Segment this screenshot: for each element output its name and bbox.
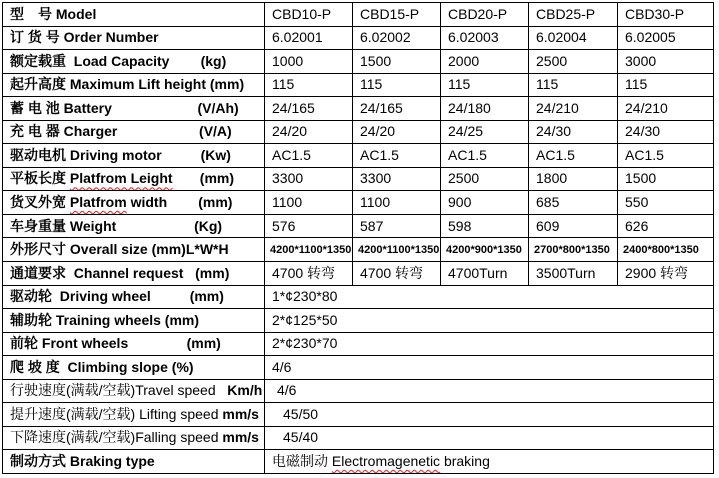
row-braking-type — [3, 450, 714, 474]
row-battery — [3, 97, 714, 121]
value-cell: 2700*800*1350 — [529, 238, 618, 262]
row-channel-request — [3, 262, 714, 286]
misspelled-word: Platfrom — [69, 193, 127, 210]
value-cell: CBD10-P — [265, 3, 353, 27]
value-cell: 4700 转弯 — [353, 262, 441, 286]
value-cell: 115 — [529, 73, 618, 97]
row-label-driving-wheel: 驱动轮 Driving wheel (mm) — [3, 285, 265, 309]
value-cell: 3000 — [618, 50, 714, 74]
value-cell: AC1.5 — [265, 144, 353, 168]
misspelled-word: Electromagenetic — [331, 453, 441, 469]
value-cell: 1*¢230*80 — [265, 285, 714, 309]
value-cell: 6.02001 — [265, 26, 353, 50]
value-cell: 609 — [529, 214, 618, 238]
label-unit: width (mm) — [126, 193, 233, 210]
row-order-number — [3, 26, 714, 50]
value-cell: AC1.5 — [529, 144, 618, 168]
row-label-load-capacity: 额定载重 Load Capacity (kg) — [3, 50, 265, 74]
value-cell: 2000 — [441, 50, 529, 74]
label-unit: mm/s — [222, 405, 259, 422]
row-model — [3, 3, 714, 27]
value-cell: 3300 — [265, 167, 353, 191]
value-cell: 685 — [529, 191, 618, 215]
value-cell: 4200*1100*1350 — [265, 238, 353, 262]
row-travel-speed — [3, 379, 714, 403]
value-cell: 1500 — [353, 50, 441, 74]
label-text: 平板长度 — [10, 170, 70, 187]
row-training-wheels — [3, 309, 714, 333]
row-label-platform-width — [3, 191, 265, 215]
row-label-charger: 充 电 器 Charger (V/A) — [3, 120, 265, 144]
row-platform-width — [3, 191, 714, 215]
value-cell: CBD30-P — [618, 3, 714, 27]
row-label-falling-speed — [3, 426, 265, 450]
value-cell: 1100 — [353, 191, 441, 215]
row-load-capacity — [3, 50, 714, 74]
value-text: 电磁制动 — [272, 453, 332, 469]
value-cell: 24/210 — [618, 97, 714, 121]
value-cell: AC1.5 — [618, 144, 714, 168]
value-cell: 4700 转弯 — [265, 262, 353, 286]
value-cell: 6.02004 — [529, 26, 618, 50]
row-label-climbing-slope: 爬 坡 度 Climbing slope (%) — [3, 356, 265, 380]
value-cell: 598 — [441, 214, 529, 238]
value-cell: 1500 — [618, 167, 714, 191]
value-cell: 6.02005 — [618, 26, 714, 50]
value-cell: 115 — [265, 73, 353, 97]
value-cell: 24/20 — [353, 120, 441, 144]
row-driving-motor — [3, 144, 714, 168]
row-label-max-lift-height: 起升高度 Maximum Lift height (mm) — [3, 73, 265, 97]
value-cell: 2*¢125*50 — [265, 309, 714, 333]
label-unit: Km/h — [215, 382, 263, 399]
row-front-wheels — [3, 332, 714, 356]
value-cell: 1100 — [265, 191, 353, 215]
value-cell: 2500 — [441, 167, 529, 191]
label-text: 行驶速度(满载/空载)Travel speed — [10, 382, 216, 399]
value-cell: 4/6 — [265, 356, 714, 380]
value-cell: CBD25-P — [529, 3, 618, 27]
value-cell: 24/30 — [529, 120, 618, 144]
value-cell: 115 — [618, 73, 714, 97]
value-cell: AC1.5 — [353, 144, 441, 168]
row-falling-speed — [3, 426, 714, 450]
row-label-driving-motor: 驱动电机 Driving motor (Kw) — [3, 144, 265, 168]
value-cell: 2900 转弯 — [618, 262, 714, 286]
row-driving-wheel — [3, 285, 714, 309]
row-label-weight: 车身重量 Weight (Kg) — [3, 214, 265, 238]
value-cell: 2400*800*1350 — [618, 238, 714, 262]
value-cell: 587 — [353, 214, 441, 238]
row-weight — [3, 214, 714, 238]
value-cell: 550 — [618, 191, 714, 215]
row-overall-size — [3, 238, 714, 262]
value-cell: 45/50 — [265, 403, 714, 427]
value-cell: CBD20-P — [441, 3, 529, 27]
value-cell: 4200*900*1350 — [441, 238, 529, 262]
row-platform-length — [3, 167, 714, 191]
value-cell: 1000 — [265, 50, 353, 74]
value-cell: 24/180 — [441, 97, 529, 121]
value-cell: 2*¢230*70 — [265, 332, 714, 356]
value-cell: 576 — [265, 214, 353, 238]
value-cell: 3500Turn — [529, 262, 618, 286]
value-text: braking — [440, 453, 490, 469]
value-cell: AC1.5 — [441, 144, 529, 168]
value-cell: 4200*1100*1350 — [353, 238, 441, 262]
value-cell: 115 — [441, 73, 529, 97]
label-text: 货叉外宽 — [10, 193, 70, 210]
value-cell: 6.02003 — [441, 26, 529, 50]
row-label-travel-speed — [3, 379, 265, 403]
row-label-overall-size: 外形尺寸 Overall size (mm)L*W*H — [3, 238, 265, 262]
row-charger — [3, 120, 714, 144]
misspelled-word: Platfrom Leight — [69, 170, 173, 187]
row-label-order-number: 订 货 号 Order Number — [3, 26, 265, 50]
label-text: 下降速度(满载/空载)Falling speed — [10, 429, 223, 446]
value-cell: 24/20 — [265, 120, 353, 144]
value-cell: 1800 — [529, 167, 618, 191]
value-cell: 45/40 — [265, 426, 714, 450]
row-label-model: 型 号 Model — [3, 3, 265, 27]
value-cell: 6.02002 — [353, 26, 441, 50]
row-climbing-slope — [3, 356, 714, 380]
value-cell: 115 — [353, 73, 441, 97]
value-cell: 3300 — [353, 167, 441, 191]
label-text: 提升速度(满载/空载) Lifting speed — [10, 405, 223, 422]
value-cell: 24/25 — [441, 120, 529, 144]
row-max-lift-height — [3, 73, 714, 97]
row-label-platform-length — [3, 167, 265, 191]
value-cell: 24/165 — [265, 97, 353, 121]
row-label-channel-request: 通道要求 Channel request (mm) — [3, 262, 265, 286]
value-cell: CBD15-P — [353, 3, 441, 27]
row-label-training-wheels: 辅助轮 Training wheels (mm) — [3, 309, 265, 333]
label-unit: mm/s — [222, 429, 259, 446]
value-cell: 900 — [441, 191, 529, 215]
value-cell: 24/30 — [618, 120, 714, 144]
label-unit: (mm) — [172, 170, 235, 187]
row-label-braking-type: 制动方式 Braking type — [3, 450, 265, 474]
value-cell: 24/165 — [353, 97, 441, 121]
row-label-battery: 蓄 电 池 Battery (V/Ah) — [3, 97, 265, 121]
row-label-lifting-speed — [3, 403, 265, 427]
value-cell — [265, 450, 714, 474]
spec-table — [2, 2, 714, 474]
value-cell: 4700Turn — [441, 262, 529, 286]
row-label-front-wheels: 前轮 Front wheels (mm) — [3, 332, 265, 356]
value-cell: 626 — [618, 214, 714, 238]
value-cell: 24/210 — [529, 97, 618, 121]
row-lifting-speed — [3, 403, 714, 427]
value-cell: 4/6 — [265, 379, 714, 403]
value-cell: 2500 — [529, 50, 618, 74]
